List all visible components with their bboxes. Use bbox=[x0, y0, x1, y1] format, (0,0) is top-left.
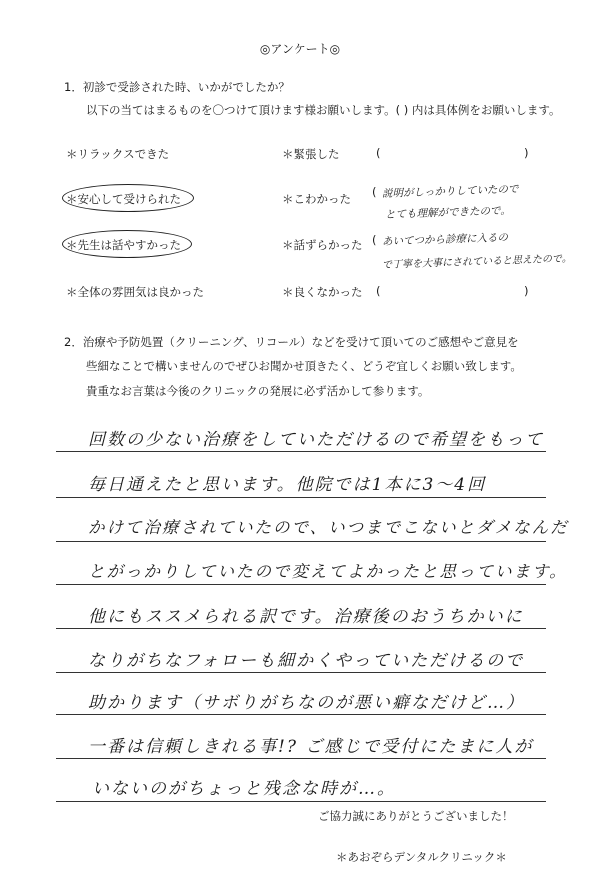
handwritten-line: 他にもススメられる訳です。治療後のおうちかいに bbox=[88, 607, 524, 627]
handwritten-line: いないのがちょっと残念な時が…。 bbox=[92, 779, 396, 799]
writing-rule bbox=[56, 584, 546, 585]
q1-instruction: 以下の当てはまるものを〇つけて頂けます様お願いします。( ) 内は具体例をお願いします。 bbox=[86, 103, 561, 117]
q2-line-2: 些細なことで構いませんのでぜひお聞かせ頂きたく、どうぞ宜しくお願い致します。 bbox=[86, 359, 522, 373]
writing-rule bbox=[56, 628, 546, 629]
option-hard-to-talk: ＊話ずらかった bbox=[282, 238, 363, 252]
option-relaxed: ＊リラックスできた bbox=[66, 147, 170, 161]
handwritten-comment: あいてつから診療に入るの bbox=[381, 231, 509, 248]
handwritten-line: 回数の少ない治療をしていただけるので希望をもって bbox=[88, 430, 544, 450]
q1-question: 1．初診で受診された時、いかがでしたか？ bbox=[64, 80, 290, 94]
selection-circle bbox=[62, 230, 192, 258]
option-easy-to-talk: ＊先生は話やすかった bbox=[66, 238, 181, 252]
paren-open: ( bbox=[372, 185, 377, 199]
handwritten-line: なりがちなフォローも細かくやっていただけるので bbox=[88, 651, 525, 671]
writing-rule bbox=[56, 497, 546, 498]
q2-line-1: 2．治療や予防処置（クリーニング、リコール）などを受けて頂いてのご感想やご意見を bbox=[64, 335, 519, 349]
handwritten-comment: で丁寧を大事にされていると思えたので。 bbox=[381, 253, 572, 271]
clinic-name: ＊あおぞらデンタルクリニック＊ bbox=[336, 850, 507, 864]
handwritten-comment: とても理解ができたので。 bbox=[384, 204, 511, 221]
writing-rule bbox=[56, 758, 546, 759]
handwritten-line: 一番は信頼しきれる事!? ご感じで受付にたまに人が bbox=[88, 737, 534, 757]
writing-rule bbox=[56, 672, 546, 673]
paren-close: ) bbox=[524, 284, 529, 298]
handwritten-line: とがっかりしていたので変えてよかったと思っています。 bbox=[88, 562, 568, 581]
option-scared: ＊こわかった bbox=[282, 192, 351, 206]
handwritten-line: 助かります（サボりがちなのが悪い癖なだけど…） bbox=[88, 693, 525, 713]
survey-title: ◎アンケート◎ bbox=[259, 42, 341, 56]
option-good-atmosphere: ＊全体の雰囲気は良かった bbox=[66, 285, 204, 299]
handwritten-line: かけて治療されていたので、いつまでこないとダメなんだ bbox=[88, 518, 569, 537]
option-reassured: ＊安心して受けられた bbox=[66, 192, 181, 206]
option-nervous: ＊緊張した bbox=[282, 147, 340, 161]
writing-rule bbox=[56, 451, 546, 452]
option-not-good: ＊良くなかった bbox=[282, 285, 363, 299]
handwritten-comment: 説明がしっかりしていたので bbox=[381, 183, 519, 200]
q2-line-3: 貴重なお言葉は今後のクリニックの発展に必ず活かして参ります。 bbox=[86, 384, 430, 398]
handwritten-line: 毎日通えたと思います。他院では1本に3〜4回 bbox=[88, 475, 487, 495]
paren-open: ( bbox=[376, 146, 381, 160]
thanks-message: ご協力誠にありがとうございました！ bbox=[318, 809, 514, 823]
paren-close: ) bbox=[524, 146, 529, 160]
paren-open: ( bbox=[372, 233, 377, 247]
selection-circle bbox=[62, 184, 194, 212]
writing-rule bbox=[56, 541, 546, 542]
writing-rule bbox=[56, 714, 546, 715]
writing-rule bbox=[56, 801, 546, 802]
paren-open: ( bbox=[376, 284, 381, 298]
